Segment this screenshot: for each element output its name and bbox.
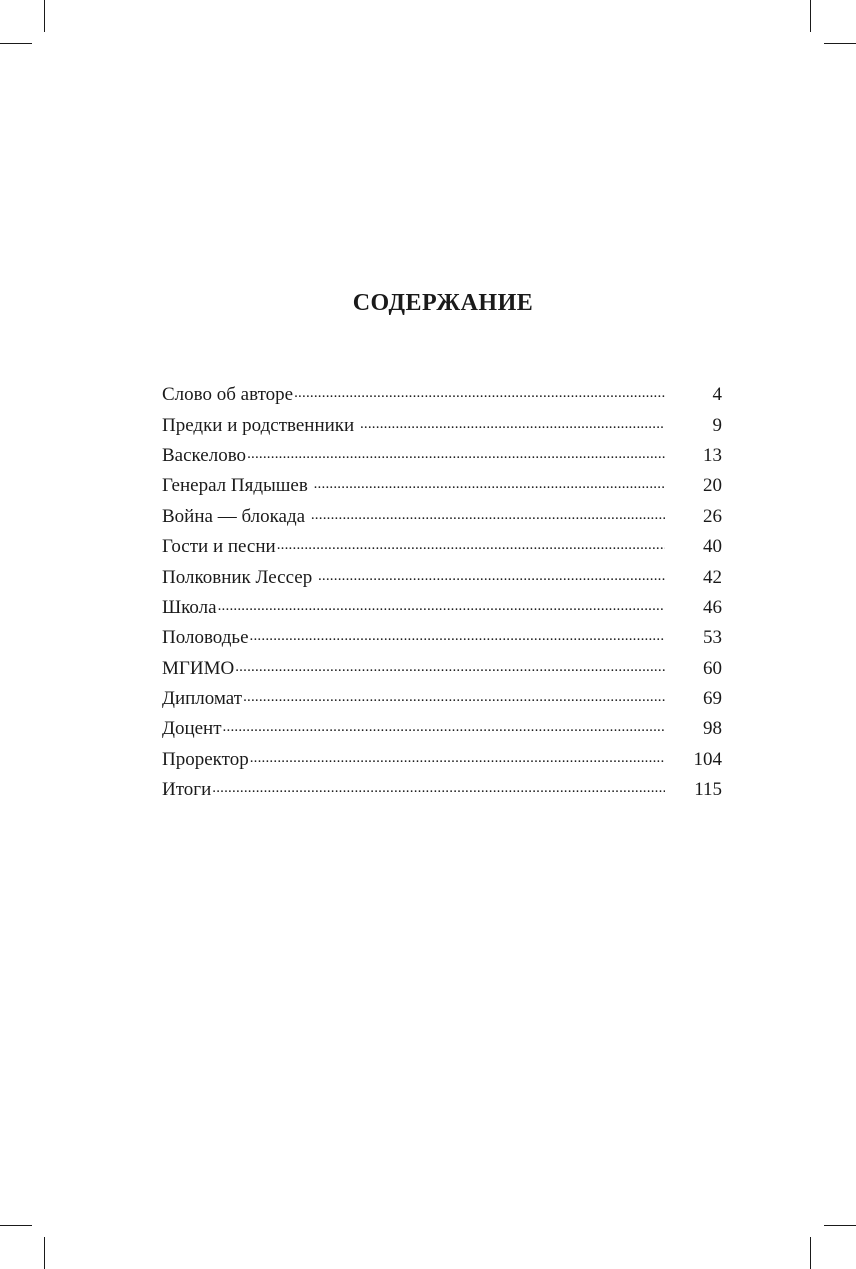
toc-entry (162, 623, 722, 653)
toc-entry-leader-group (162, 384, 665, 406)
toc-entry-page-number: 69 (703, 688, 722, 710)
toc-entry-title: Дипломат (162, 688, 243, 710)
toc-entry-page-number: 26 (703, 505, 722, 527)
toc-entry (162, 562, 722, 592)
toc-dot-leader (250, 749, 665, 771)
toc-dot-leader (212, 779, 665, 801)
toc-entry-leader-group (162, 627, 665, 649)
toc-entry (162, 380, 722, 410)
crop-mark-top-left-horizontal (0, 43, 32, 44)
toc-dot-leader (223, 718, 665, 740)
toc-dot-leader (247, 445, 665, 467)
toc-entry-title: Школа (162, 596, 217, 618)
toc-dot-leader (250, 627, 665, 649)
toc-entry-page-number: 53 (703, 627, 722, 649)
toc-entry (162, 410, 722, 440)
toc-entry-page-number: 9 (712, 414, 722, 436)
toc-entry (162, 714, 722, 744)
toc-entry (162, 654, 722, 684)
crop-mark-top-left-vertical (44, 0, 45, 32)
toc-entry-leader-group (162, 718, 665, 740)
toc-entry-title: Генерал Пядышев (162, 475, 313, 497)
toc-entry-title: Итоги (162, 779, 212, 801)
toc-dot-leader (294, 384, 665, 406)
toc-dot-leader (243, 688, 665, 710)
toc-entry-leader-group (162, 567, 665, 589)
toc-entry-leader-group (162, 658, 665, 680)
crop-mark-top-right-vertical (810, 0, 811, 32)
toc-entry-leader-group (162, 688, 665, 710)
page-title: СОДЕРЖАНИЕ (352, 290, 534, 316)
crop-mark-bottom-left-horizontal (0, 1225, 32, 1226)
toc-entry-title: Предки и родственники (162, 414, 359, 436)
toc-entry-title: Васкелово (162, 444, 247, 466)
toc-entry-title: Слово об авторе (162, 384, 294, 406)
toc-entry (162, 532, 722, 562)
toc-entry-title: Война — блокада (162, 505, 310, 527)
crop-mark-top-right-horizontal (824, 43, 856, 44)
toc-entry-page-number: 13 (703, 444, 722, 466)
toc-entry-leader-group (162, 445, 665, 467)
toc-entry-title: Половодье (162, 627, 249, 649)
toc-entry-page-number: 42 (703, 566, 722, 588)
toc-dot-leader (277, 536, 665, 558)
table-of-contents (162, 380, 722, 805)
toc-dot-leader (314, 475, 665, 497)
toc-entry (162, 684, 722, 714)
crop-mark-bottom-right-horizontal (824, 1225, 856, 1226)
toc-entry-page-number: 104 (693, 748, 722, 770)
toc-entry-leader-group (162, 597, 665, 619)
toc-entry-leader-group (162, 779, 665, 801)
toc-dot-leader (218, 597, 665, 619)
toc-entry (162, 471, 722, 501)
crop-mark-bottom-right-vertical (810, 1237, 811, 1269)
crop-mark-bottom-left-vertical (44, 1237, 45, 1269)
toc-dot-leader (235, 658, 665, 680)
toc-entry-page-number: 115 (694, 779, 722, 801)
toc-entry (162, 775, 722, 805)
toc-entry (162, 745, 722, 775)
toc-entry-leader-group (162, 536, 665, 558)
toc-dot-leader (360, 415, 665, 437)
toc-entry-page-number: 4 (712, 384, 722, 406)
toc-entry-leader-group (162, 749, 665, 771)
toc-entry-title: Доцент (162, 718, 222, 740)
toc-entry (162, 593, 722, 623)
toc-entry-title: Гости и песни (162, 536, 276, 558)
toc-dot-leader (318, 567, 665, 589)
toc-entry-page-number: 46 (703, 596, 722, 618)
toc-entry-leader-group (162, 506, 665, 528)
toc-entry-title: МГИМО (162, 657, 235, 679)
toc-entry-page-number: 20 (703, 475, 722, 497)
toc-entry-leader-group (162, 475, 665, 497)
toc-entry-page-number: 60 (703, 657, 722, 679)
toc-entry-title: Полковник Лессер (162, 566, 317, 588)
toc-entry (162, 502, 722, 532)
toc-dot-leader (311, 506, 665, 528)
toc-entry-leader-group (162, 415, 665, 437)
toc-entry-page-number: 98 (703, 718, 722, 740)
toc-entry-page-number: 40 (703, 536, 722, 558)
toc-entry (162, 441, 722, 471)
toc-entry-title: Проректор (162, 748, 249, 770)
